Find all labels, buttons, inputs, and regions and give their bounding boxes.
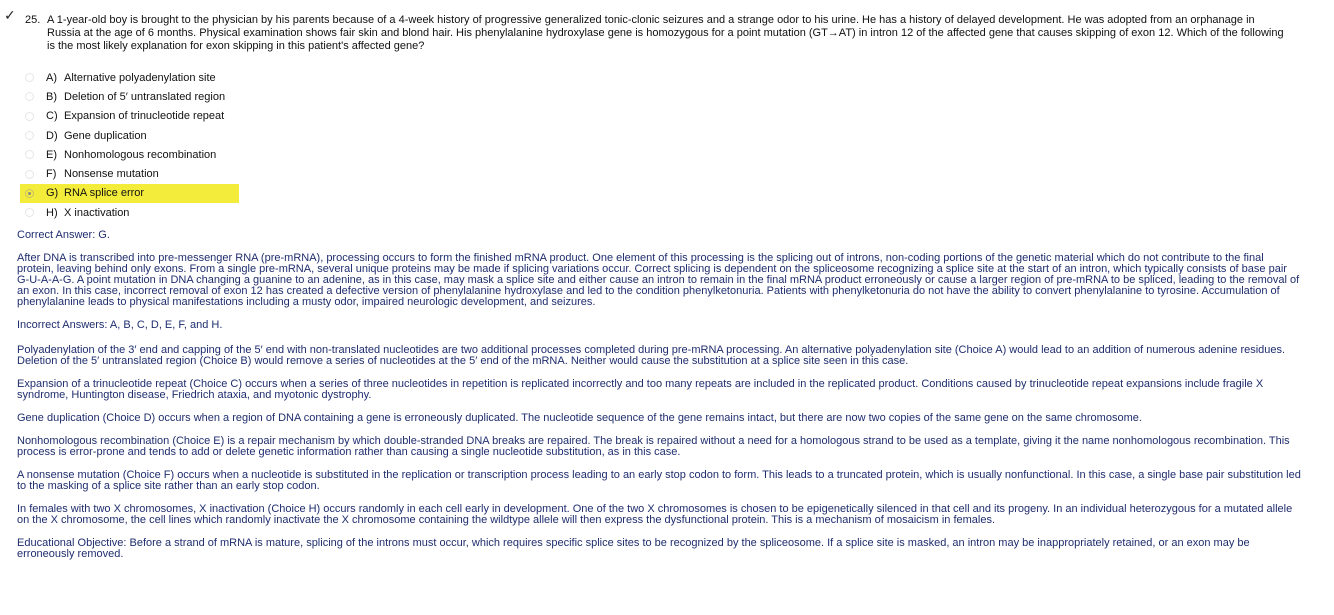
explanation-paragraph — [17, 253, 1334, 308]
option-letter: D) — [46, 129, 58, 142]
option-g-selected[interactable] — [20, 184, 239, 203]
explanation-line: Gene duplication (Choice D) occurs when a region of DNA containing a gene is erroneously duplicated. The nucleotide sequence of the gene remains intact, but there are now two copies of the same gene on the same chromosome. — [17, 413, 1142, 424]
option-letter: F) — [46, 168, 57, 181]
explanation-line: Educational Objective: Before a strand of mRNA is mature, splicing of the introns must occur, which requires specific splice sites to be recognized by the spliceosome. If a splice site is masked, an intron may be inappropriately retained, or an exon may be — [17, 538, 1250, 549]
option-text: Gene duplication — [64, 129, 147, 142]
question-stem-line: Russia at the age of 6 months. Physical examination shows fair skin and blond hair. His phenylalanine hydroxylase gene is homozygous for a point mutation (GT→AT) in intron 12 of the affected gene that causes skipping of exon 12. Which of the following — [47, 27, 1284, 39]
explanation-line: Expansion of a trinucleotide repeat (Choice C) occurs when a series of three nucleotides in repetition is replicated incorrectly and too many repeats are included in the replicated product. Conditions caused by trinucleotide repeat expansions include fragile X — [17, 379, 1264, 390]
explanation-line: phenylalanine leads to physical manifestations including a musty odor, impaired neurologic development, and seizures. — [17, 297, 596, 308]
explanation-line: Polyadenylation of the 3′ end and capping of the 5′ end with non-translated nucleotides are two additional processes completed during pre-mRNA processing. An alternative polyadenylation site (Choice A) would lead to an addition of numerous adenine residues. — [17, 345, 1286, 356]
radio-button-icon[interactable] — [25, 112, 34, 121]
option-b[interactable] — [20, 87, 239, 106]
answer-explanation — [17, 228, 1334, 572]
radio-button-icon[interactable] — [25, 73, 34, 82]
explanation-line: protein, leaving behind only exons. From a single pre-mRNA, several unique proteins may be made if splicing variations occur. Correct splicing is dependent on the spliceosome recognizing a splice site at the start of an intron, which typically consists of base pair — [17, 264, 1287, 275]
explanation-line: Deletion of the 5′ untranslated region (Choice B) would remove a series of nucleotides at the 5′ end of the mRNA. Neither would cause the substitution at a splice site seen in this case. — [17, 356, 909, 367]
option-h[interactable] — [20, 203, 239, 222]
explanation-line: Nonhomologous recombination (Choice E) is a repair mechanism by which double-stranded DNA breaks are repaired. The break is repaired without a need for a homologous strand to be used as a template, giving it the name nonhomologous recombination. This — [17, 436, 1290, 447]
option-text: Alternative polyadenylation site — [64, 71, 216, 84]
radio-button-icon[interactable] — [25, 170, 34, 179]
radio-button-icon[interactable] — [25, 92, 34, 101]
option-text: RNA splice error — [64, 187, 145, 200]
incorrect-answers-heading: Incorrect Answers: A, B, C, D, E, F, and H. — [17, 320, 223, 331]
option-text: Nonhomologous recombination — [64, 148, 217, 161]
explanation-line: erroneously removed. — [17, 549, 124, 560]
option-d[interactable] — [20, 126, 239, 145]
question-stem-line: A 1-year-old boy is brought to the physician by his parents because of a 4-week history of progressive generalized tonic-clonic seizures and a strange odor to his urine. He has a history of delayed development. He was adopted from an orphanage in — [47, 14, 1255, 26]
checkmark-icon: ✓ — [4, 7, 16, 23]
option-a[interactable] — [20, 68, 239, 87]
option-letter: B) — [46, 90, 57, 103]
explanation-line: to the masking of a splice site rather than an early stop codon. — [17, 481, 320, 492]
option-text: Nonsense mutation — [64, 168, 159, 181]
option-text: Deletion of 5′ untranslated region — [64, 90, 226, 103]
question-stem — [47, 14, 1334, 53]
incorrect-answers-heading-block — [17, 320, 1334, 331]
radio-button-icon[interactable] — [25, 131, 34, 140]
option-letter: H) — [46, 206, 58, 219]
option-f[interactable] — [20, 164, 239, 183]
radio-button-selected-icon[interactable] — [25, 189, 34, 198]
option-letter: A) — [46, 71, 57, 84]
option-c[interactable] — [20, 107, 239, 126]
question-stem-line: is the most likely explanation for exon skipping in this patient's affected gene? — [47, 40, 425, 52]
question-number: 25. — [25, 14, 41, 26]
explanation-line: syndrome, Huntington disease, Friedrich ataxia, and myotonic dystrophy. — [17, 390, 372, 401]
trinucleotide-paragraph — [17, 379, 1334, 401]
radio-button-icon[interactable] — [25, 208, 34, 217]
explanation-line: A nonsense mutation (Choice F) occurs when a nucleotide is substituted in the replication or transcription process leading to an early stop codon to form. This leads to a truncated protein, which is usually nonfunctional. In this case, a single base pair substitution led — [17, 470, 1301, 481]
nonhomologous-paragraph — [17, 436, 1334, 458]
option-letter: C) — [46, 110, 58, 123]
nonsense-paragraph — [17, 470, 1334, 492]
explanation-line: In females with two X chromosomes, X inactivation (Choice H) occurs randomly in each cell early in development. One of the two X chromosomes is chosen to be epigenetically silenced in that cell and its progeny. In an individual heterozygous for a mutated allele — [17, 504, 1293, 515]
option-text: Expansion of trinucleotide repeat — [64, 110, 225, 123]
explanation-line: After DNA is transcribed into pre-messenger RNA (pre-mRNA), processing occurs to form the finished mRNA product. One element of this processing is the splicing out of introns, non-coding portions of the genetic material which do not contribute to the final — [17, 253, 1264, 264]
option-letter: E) — [46, 148, 57, 161]
educational-objective-paragraph — [17, 538, 1334, 560]
gene-duplication-paragraph — [17, 413, 1334, 424]
explanation-line: on the X chromosome, the cell lines which randomly inactivate the X chromosome containing the wildtype allele will then express the dysfunctional protein. This is a mechanism of mosaicism in females. — [17, 515, 996, 526]
explanation-line: an exon. In this case, incorrect removal of exon 12 has created a defective version of phenylalanine hydroxylase and led to the condition phenylketonuria. Patients with phenylketonuria do not have the ability to convert phenylalanine to tyrosine. Accumulation of — [17, 286, 1280, 297]
explanation-line: G-U-A-A-G. A point mutation in DNA changing a guanine to an adenine, as in this case, may mask a splice site and either cause an intron to remain in the final mRNA product erroneously or cause a larger region of pre-mRNA to be spliced, leading to the removal of — [17, 275, 1300, 286]
option-text: X inactivation — [64, 206, 130, 219]
radio-button-icon[interactable] — [25, 150, 34, 159]
option-e[interactable] — [20, 145, 239, 164]
option-letter: G) — [46, 187, 59, 200]
answer-options — [20, 68, 320, 222]
polyadenylation-paragraph — [17, 345, 1334, 367]
correct-answer: Correct Answer: G. — [17, 229, 110, 241]
x-inactivation-paragraph — [17, 504, 1334, 526]
explanation-line: process is error-prone and tends to add or delete genetic information rather than causing a single nucleotide substitution, as in this case. — [17, 447, 681, 458]
